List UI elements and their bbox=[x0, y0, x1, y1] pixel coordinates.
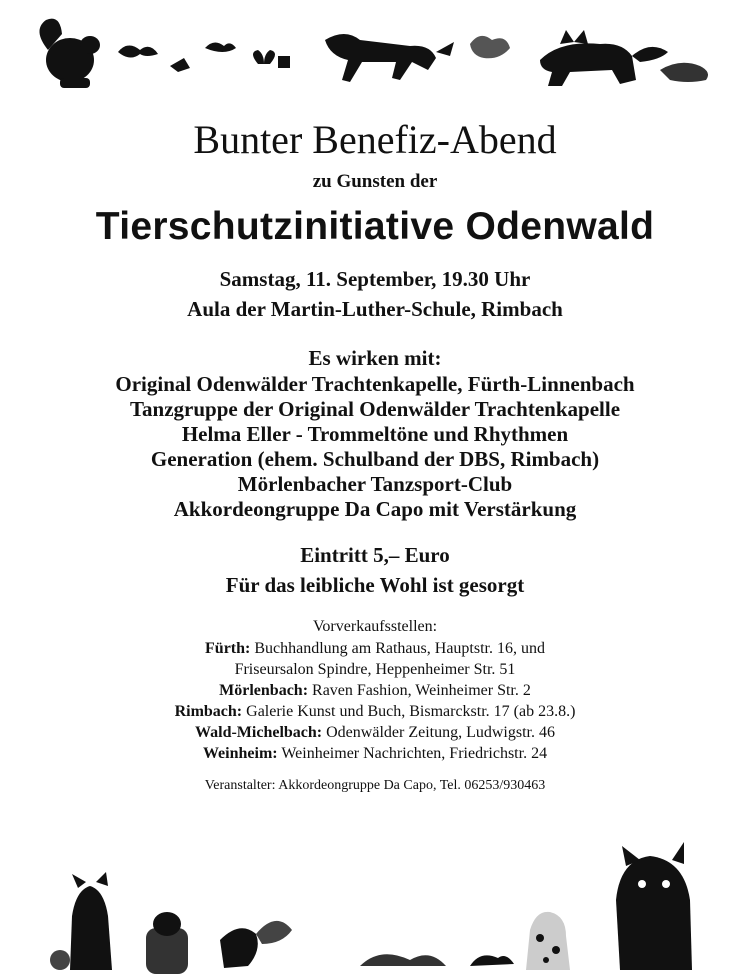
bird-icon bbox=[118, 42, 236, 72]
cat-icon bbox=[540, 30, 668, 86]
presale-text: Buchhandlung am Rathaus, Hauptstr. 16, und bbox=[254, 640, 545, 657]
presale-text: Odenwälder Zeitung, Ludwigstr. 46 bbox=[326, 724, 555, 741]
presale-item bbox=[0, 701, 750, 722]
cat-icon bbox=[616, 842, 692, 970]
presale-text: Raven Fashion, Weinheimer Str. 2 bbox=[312, 682, 531, 699]
entry-price: Eintritt 5,– Euro bbox=[300, 543, 450, 567]
squirrel-icon bbox=[39, 19, 100, 88]
rabbit-icon bbox=[470, 36, 510, 58]
presale-item bbox=[0, 659, 750, 680]
presale-item bbox=[0, 680, 750, 701]
presale-item bbox=[0, 722, 750, 743]
performer-item: Generation (ehem. Schulband der DBS, Rimbach) bbox=[150, 447, 600, 471]
hamster-icon bbox=[146, 912, 188, 974]
presale-town: Fürth: bbox=[205, 640, 251, 657]
dog-icon bbox=[325, 34, 454, 82]
bird-icon bbox=[360, 954, 514, 966]
flyer-content bbox=[0, 112, 750, 796]
squirrel-icon bbox=[220, 921, 292, 968]
presale-town: Rimbach: bbox=[174, 703, 243, 720]
dalmatian-icon bbox=[526, 912, 570, 970]
flyer-title: Bunter Benefiz-Abend bbox=[193, 117, 557, 162]
presale-heading: Vorverkaufsstellen: bbox=[312, 618, 438, 635]
presale-text: Weinheimer Nachrichten, Friedrichstr. 24 bbox=[281, 745, 548, 762]
organizer-contact: Veranstalter: Akkordeongruppe Da Capo, Tel. 06253/930463 bbox=[204, 778, 546, 793]
performer-item: Mörlenbacher Tanzsport-Club bbox=[237, 472, 513, 496]
catering-note: Für das leibliche Wohl ist gesorgt bbox=[225, 573, 525, 597]
presale-text: Friseursalon Spindre, Heppenheimer Str. 51 bbox=[234, 661, 516, 678]
presale-town: Mörlenbach: bbox=[219, 682, 309, 699]
presale-text: Galerie Kunst und Buch, Bismarckstr. 17 (ab 23.8.) bbox=[246, 703, 576, 720]
organization-name: Tierschutzinitiative Odenwald bbox=[95, 205, 655, 248]
performer-item: Akkordeongruppe Da Capo mit Verstärkung bbox=[173, 497, 577, 521]
presale-item bbox=[0, 743, 750, 764]
presale-town: Weinheim: bbox=[202, 745, 278, 762]
butterfly-icon bbox=[253, 50, 290, 68]
flyer-subtitle: zu Gunsten der bbox=[312, 171, 438, 192]
animal-silhouettes-bottom bbox=[0, 820, 750, 976]
performer-item: Helma Eller - Trommeltöne und Rhythmen bbox=[181, 422, 569, 446]
animal-silhouettes-top bbox=[0, 0, 750, 110]
presale-town: Wald-Michelbach: bbox=[195, 724, 323, 741]
performer-item: Original Odenwälder Trachtenkapelle, Fürth-Linnenbach bbox=[115, 372, 635, 396]
event-date: Samstag, 11. September, 19.30 Uhr bbox=[219, 267, 531, 291]
performer-item: Tanzgruppe der Original Odenwälder Trachtenkapelle bbox=[129, 397, 621, 421]
event-venue: Aula der Martin-Luther-Schule, Rimbach bbox=[187, 297, 563, 321]
ferret-icon bbox=[660, 63, 708, 82]
presale-item bbox=[0, 638, 750, 659]
lineup-heading: Es wirken mit: bbox=[308, 346, 442, 370]
sitting-dog-icon bbox=[50, 872, 112, 970]
